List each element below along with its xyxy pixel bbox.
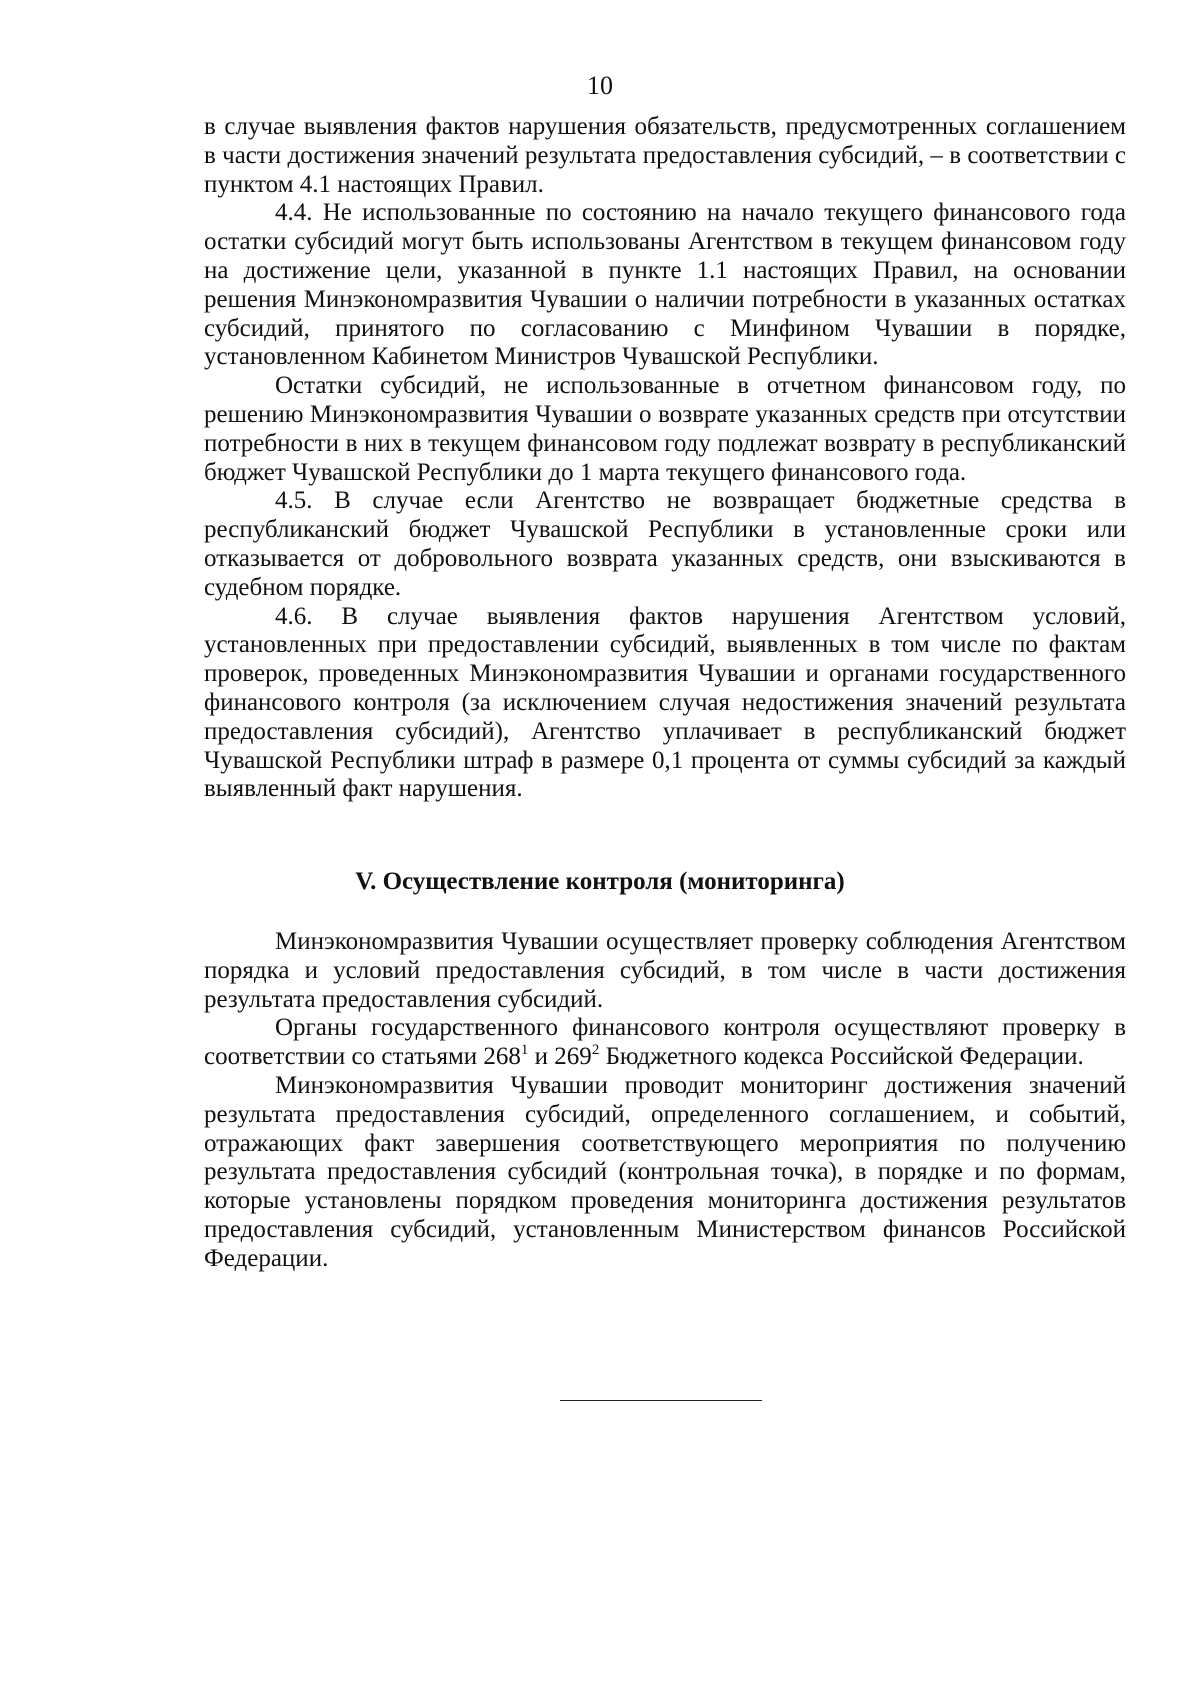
financial-control-text-3: Бюджетного кодекса Российской Федерации. (599, 1043, 1084, 1071)
paragraph-remaining-subsidies: Остатки субсидий, не использованные в отчетном финансовом году, по решению Минэкономразвития Чувашии о возврате указанных средств при отсутствии потребности в них в текущем финансовом году подлежат возврату в республиканский бюджет Чувашской Республики до 1 марта текущего финансового года. (204, 372, 1126, 486)
paragraph-4-5: 4.5. В случае если Агентство не возвращает бюджетные средства в республиканский бюджет Чувашской Республики в установленные сроки или отказывается от добровольного возврата указанных средств, они взыскиваются в судебном порядке. (204, 487, 1126, 601)
paragraph-ministry-check: Минэкономразвития Чувашии осуществляет проверку соблюдения Агентством порядка и условий предоставления субсидий, в том числе в части достижения результата предоставления субсидий. (204, 928, 1126, 1013)
section-heading: V. Осуществление контроля (мониторинга) (355, 868, 845, 895)
paragraph-continuation: в случае выявления фактов нарушения обязательств, предусмотренных соглашением в части достижения значений результата предоставления субсидий, – в соответствии с пунктом 4.1 настоящих Правил. (204, 113, 1126, 198)
financial-control-text-2: и 269 (528, 1043, 592, 1071)
paragraph-4-6: 4.6. В случае выявления фактов нарушения Агентством условий, установленных при предоставлении субсидий, выявленных в том числе по фактам проверок, проведенных Минэкономразвития Чувашии и органами государственного финансового контроля (за исключением случая недостижения значений результата предоставления субсидий), Агентство уплачивает в республиканский бюджет Чувашской Республики штраф в размере 0,1 процента от суммы субсидий за каждый выявленный факт нарушения. (204, 602, 1126, 803)
paragraph-monitoring: Минэкономразвития Чувашии проводит мониторинг достижения значений результата предоставления субсидий, определенного соглашением, и событий, отражающих факт завершения соответствующего мероприятия по получению результата предоставления субсидий (контрольная точка), в порядке и по формам, которые установлены порядком проведения мониторинга достижения результатов предоставления субсидий, установленным Министерством финансов Российской Федерации. (204, 1071, 1126, 1272)
page-number: 10 (587, 71, 613, 100)
paragraph-4-4: 4.4. Не использованные по состоянию на начало текущего финансового года остатки субсидий могут быть использованы Агентством в текущем финансовом году на достижение цели, указанной в пункте 1.1 настоящих Правил, на основании решения Минэкономразвития Чувашии о наличии потребности в указанных остатках субсидий, принятого по согласованию с Минфином Чувашии в порядке, установленном Кабинетом Министров Чувашской Республики. (204, 199, 1126, 371)
footnote-superscript-1: 1 (520, 1042, 529, 1059)
text-block-obligations (204, 113, 1126, 804)
paragraph-financial-control (204, 1014, 1126, 1072)
financial-control-text-1: Органы государственного финансового контроля осуществляют проверку в соответствии со статьями 268 (204, 1014, 1126, 1071)
text-block-monitoring (204, 928, 1126, 1274)
end-of-document-rule (560, 1400, 762, 1401)
footnote-superscript-2: 2 (591, 1042, 600, 1059)
